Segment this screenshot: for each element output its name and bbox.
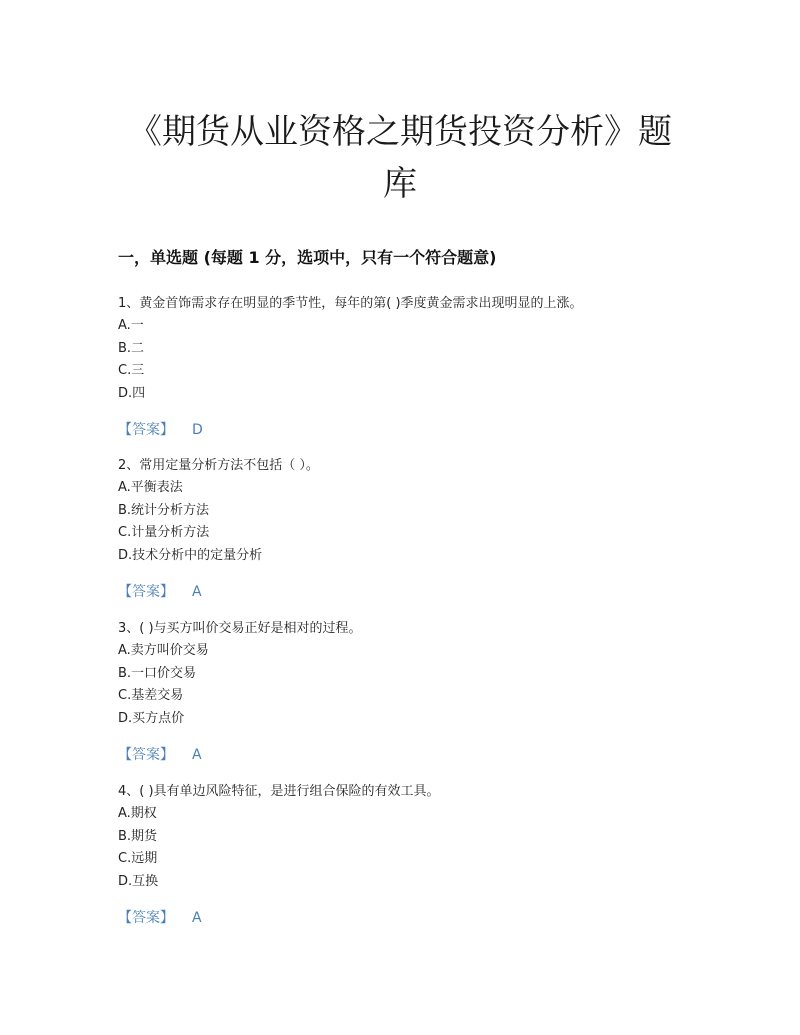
option-a: A.平衡表法 [118,480,183,495]
option-c: C.三 [118,363,145,378]
answer-label: 【答案】 [118,747,174,763]
option-a: A.期权 [118,806,157,821]
option-b: B.统计分析方法 [118,502,210,518]
document-title-line-2: 库 [383,164,417,204]
answer-line [118,907,698,929]
question-4 [118,781,698,929]
option-b: B.二 [118,340,145,356]
option-a: A.卖方叫价交易 [118,643,209,658]
option-c: C.基差交易 [118,688,184,703]
answer-line [118,744,698,766]
answer-value: A [192,747,202,763]
option-d: D.四 [118,385,146,401]
option-b: B.期货 [118,828,158,844]
question-1 [118,293,698,441]
question-2 [118,455,698,603]
question-stem: 1、黄金首饰需求存在明显的季节性，每年的第( )季度黄金需求出现明显的上涨。 [118,296,583,311]
option-b: B.一口价交易 [118,665,197,681]
question-stem: 2、常用定量分析方法不包括（ ）。 [118,458,319,473]
answer-line [118,581,698,603]
answer-label: 【答案】 [118,584,174,600]
question-stem: 4、( )具有单边风险特征，是进行组合保险的有效工具。 [118,784,440,799]
option-a: A.一 [118,318,144,333]
answer-label: 【答案】 [118,910,174,926]
answer-value: A [192,910,202,926]
answer-line [118,419,698,441]
question-3 [118,618,698,766]
answer-value: A [192,584,202,600]
section-heading: 一，单选题 (每题 1 分，选项中，只有一个符合题意) [118,248,497,267]
option-d: D.互换 [118,873,159,889]
answer-value: D [192,422,203,438]
question-stem: 3、( )与买方叫价交易正好是相对的过程。 [118,621,362,636]
answer-label: 【答案】 [118,422,174,438]
option-c: C.计量分析方法 [118,525,210,540]
document-title [100,106,700,210]
option-d: D.买方点价 [118,710,185,726]
option-c: C.远期 [118,851,158,866]
document-title-line-1: 《期货从业资格之期货投资分析》题 [128,112,672,152]
option-d: D.技术分析中的定量分析 [118,547,263,563]
